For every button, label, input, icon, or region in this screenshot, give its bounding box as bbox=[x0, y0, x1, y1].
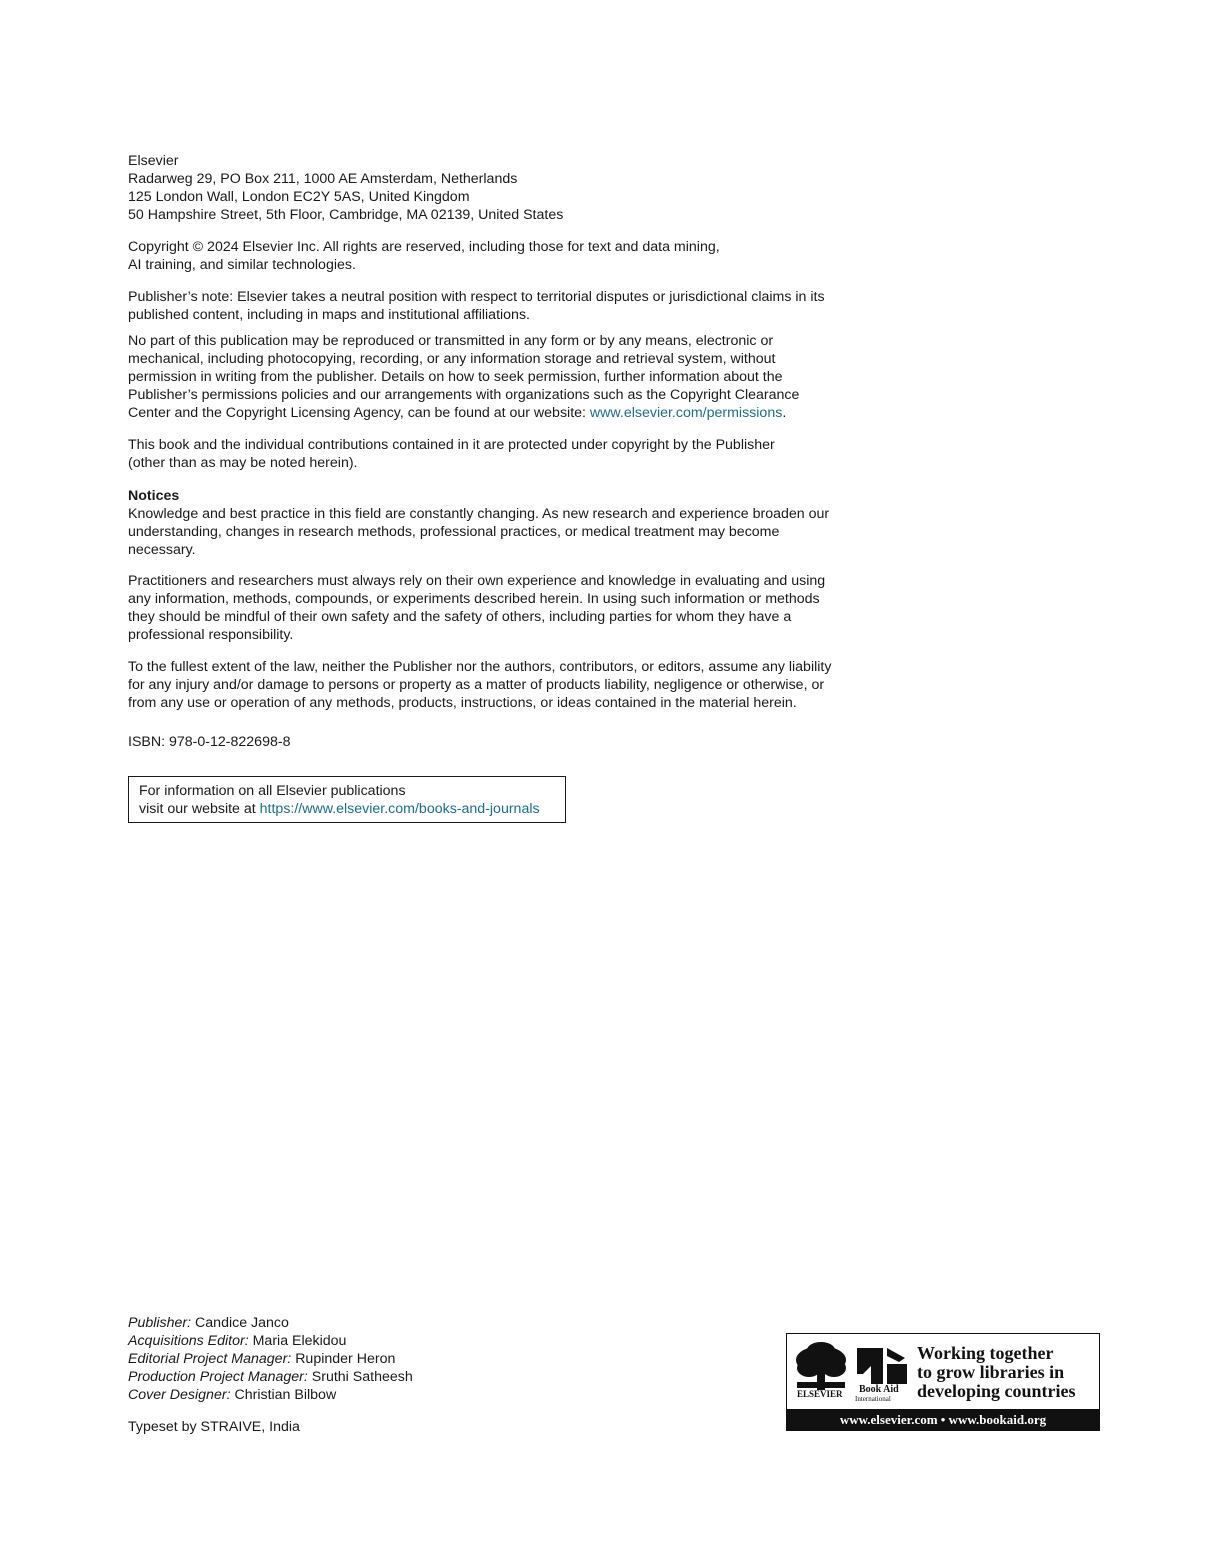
practitioners-line: professional responsibility. bbox=[128, 627, 294, 643]
practitioners-notice bbox=[128, 572, 850, 644]
notices-line: Knowledge and best practice in this field are constantly changing. As new research and experience broaden our bbox=[128, 506, 830, 522]
credit-production-project-manager bbox=[128, 1368, 413, 1386]
reproduction-line: Publisher’s permissions policies and our arrangements with organizations such as the Copyright Clearance bbox=[128, 387, 800, 403]
publisher-address bbox=[128, 152, 850, 224]
credit-role: Publisher: bbox=[128, 1315, 192, 1331]
elsevier-bookaid-logo bbox=[786, 1333, 1100, 1431]
copyright-line: AI training, and similar technologies. bbox=[128, 257, 356, 273]
address-line: 125 London Wall, London EC2Y 5AS, United Kingdom bbox=[128, 189, 470, 205]
books-and-journals-link[interactable]: https://www.elsevier.com/books-and-journals bbox=[259, 801, 540, 817]
credit-name: Christian Bilbow bbox=[234, 1387, 337, 1403]
info-box-text: visit our website at bbox=[139, 801, 260, 817]
tagline-line: to grow libraries in bbox=[917, 1362, 1065, 1382]
publisher-name: Elsevier bbox=[128, 153, 179, 169]
notices-line: necessary. bbox=[128, 542, 196, 558]
publishers-note-line: Publisher’s note: Elsevier takes a neutral position with respect to territorial disputes or jurisdictional claims in its bbox=[128, 289, 825, 305]
credit-name: Rupinder Heron bbox=[295, 1351, 396, 1367]
practitioners-line: they should be mindful of their own safety and the safety of others, including parties for whom they have a bbox=[128, 609, 792, 625]
practitioners-line: Practitioners and researchers must always rely on their own experience and knowledge in evaluating and using bbox=[128, 573, 826, 589]
tagline-line: developing countries bbox=[917, 1381, 1076, 1401]
info-box bbox=[128, 776, 566, 823]
typeset-credit: Typeset by STRAIVE, India bbox=[128, 1419, 300, 1435]
liability-line: To the fullest extent of the law, neither the Publisher nor the authors, contributors, or editors, assume any liability bbox=[128, 659, 832, 675]
address-line: Radarweg 29, PO Box 211, 1000 AE Amsterdam, Netherlands bbox=[128, 171, 518, 187]
permissions-link[interactable]: www.elsevier.com/permissions bbox=[589, 405, 783, 421]
elsevier-label: ELSEVIER bbox=[797, 1389, 843, 1399]
liability-line: for any injury and/or damage to persons or property as a matter of products liability, negligence or otherwise, or bbox=[128, 677, 825, 693]
copyright-protection-notice bbox=[128, 436, 850, 472]
notices-heading: Notices bbox=[128, 488, 180, 504]
copyright-notice bbox=[128, 238, 850, 274]
credit-role: Production Project Manager: bbox=[128, 1369, 308, 1385]
credit-name: Candice Janco bbox=[195, 1315, 289, 1331]
credit-acquisitions-editor bbox=[128, 1332, 413, 1350]
reproduction-line: permission in writing from the publisher. Details on how to seek permission, further information about the bbox=[128, 369, 783, 385]
credit-publisher bbox=[128, 1314, 413, 1332]
reproduction-line: No part of this publication may be reproduced or transmitted in any form or by any means, electronic or bbox=[128, 333, 774, 349]
credit-role: Editorial Project Manager: bbox=[128, 1351, 292, 1367]
period: . bbox=[782, 405, 787, 421]
bookaid-label: Book Aid bbox=[859, 1384, 899, 1395]
credit-editorial-project-manager bbox=[128, 1350, 413, 1368]
credits-list bbox=[128, 1314, 413, 1404]
address-line: 50 Hampshire Street, 5th Floor, Cambridge, MA 02139, United States bbox=[128, 207, 564, 223]
reproduction-line-text: Center and the Copyright Licensing Agency, can be found at our website: bbox=[128, 405, 590, 421]
publishers-note bbox=[128, 288, 850, 324]
logo-footer-urls: www.elsevier.com • www.bookaid.org bbox=[787, 1409, 1099, 1430]
notices-section bbox=[128, 487, 850, 559]
reproduction-line: mechanical, including photocopying, recording, or any information storage and retrieval system, without bbox=[128, 351, 776, 367]
protection-line: (other than as may be noted herein). bbox=[128, 455, 358, 471]
notices-line: understanding, changes in research methods, professional practices, or medical treatment may become bbox=[128, 524, 780, 540]
reproduction-notice bbox=[128, 332, 850, 422]
liability-notice bbox=[128, 658, 850, 712]
credit-role: Cover Designer: bbox=[128, 1387, 231, 1403]
info-box-line bbox=[139, 800, 565, 818]
liability-line: from any use or operation of any methods, products, instructions, or ideas contained in the material herein. bbox=[128, 695, 797, 711]
info-box-line: For information on all Elsevier publications bbox=[139, 783, 406, 799]
credit-role: Acquisitions Editor: bbox=[128, 1333, 249, 1349]
logo-tagline bbox=[917, 1344, 1076, 1401]
credit-name: Maria Elekidou bbox=[252, 1333, 347, 1349]
credit-name: Sruthi Satheesh bbox=[311, 1369, 413, 1385]
protection-line: This book and the individual contributions contained in it are protected under copyright by the Publisher bbox=[128, 437, 775, 453]
tagline-line: Working together bbox=[917, 1343, 1054, 1363]
copyright-line: Copyright © 2024 Elsevier Inc. All rights are reserved, including those for text and data mining, bbox=[128, 239, 720, 255]
isbn: ISBN: 978-0-12-822698-8 bbox=[128, 734, 291, 750]
reproduction-line bbox=[128, 404, 850, 422]
credit-cover-designer bbox=[128, 1386, 413, 1404]
bookaid-international-label: International bbox=[855, 1395, 891, 1403]
practitioners-line: any information, methods, compounds, or experiments described herein. In using such information or methods bbox=[128, 591, 820, 607]
publishers-note-line: published content, including in maps and institutional affiliations. bbox=[128, 307, 530, 323]
